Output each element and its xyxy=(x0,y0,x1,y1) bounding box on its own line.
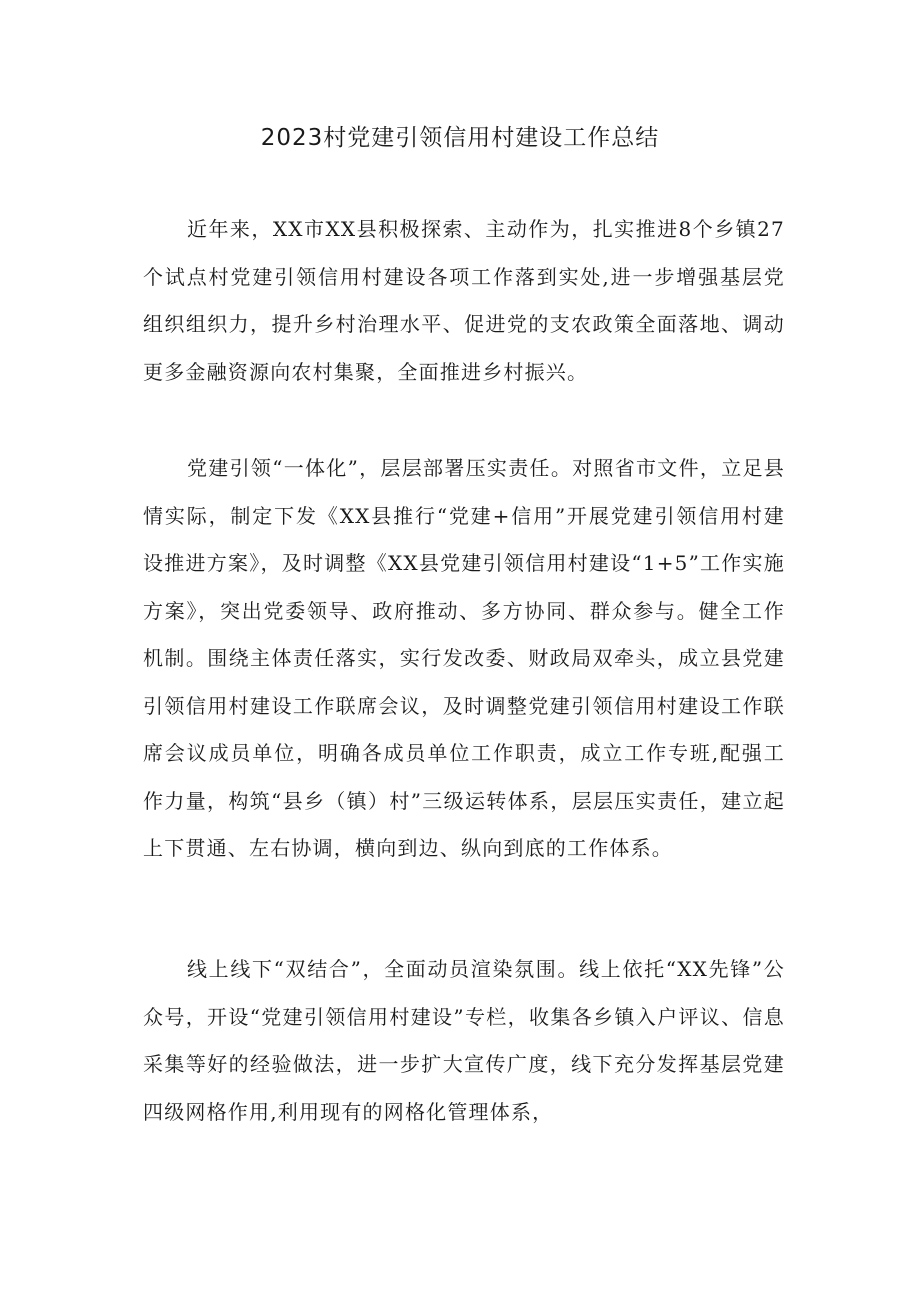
paragraph-intro: 近年来，XX市XX县积极探索、主动作为，扎实推进8个乡镇27个试点村党建引领信用村建设各项工作落到实处,进一步增强基层党组织组织力，提升乡村治理水平、促进党的支农政策全面落地、调动更多金融资源向农村集聚，全面推进乡村振兴。 xyxy=(143,217,785,384)
paragraph-online-offline: 线上线下“双结合”，全面动员渲染氛围。线上依托“XX先锋”公众号，开设“党建引领信用村建设”专栏，收集各乡镇入户评议、信息采集等好的经验做法，进一步扩大宣传广度，线下充分发挥基层党建四级网格作用,利用现有的网格化管理体系， xyxy=(143,957,785,1124)
document-title: 2023村党建引领信用村建设工作总结 xyxy=(260,125,660,151)
paragraph-party-integration: 党建引领“一体化”，层层部署压实责任。对照省市文件，立足县情实际，制定下发《XX县推行“党建+信用”开展党建引领信用村建设推进方案》，及时调整《XX县党建引领信用村建设“1+5”工作实施方案》，突出党委领导、政府推动、多方协同、群众参与。健全工作机制。围绕主体责任落实，实行发改委、财政局双牵头，成立县党建引领信用村建设工作联席会议，及时调整党建引领信用村建设工作联席会议成员单位，明确各成员单位工作职责，成立工作专班,配强工作力量，构筑“县乡（镇）村”三级运转体系，层层压实责任，建立起上下贯通、左右协调，横向到边、纵向到底的工作体系。 xyxy=(143,456,785,860)
